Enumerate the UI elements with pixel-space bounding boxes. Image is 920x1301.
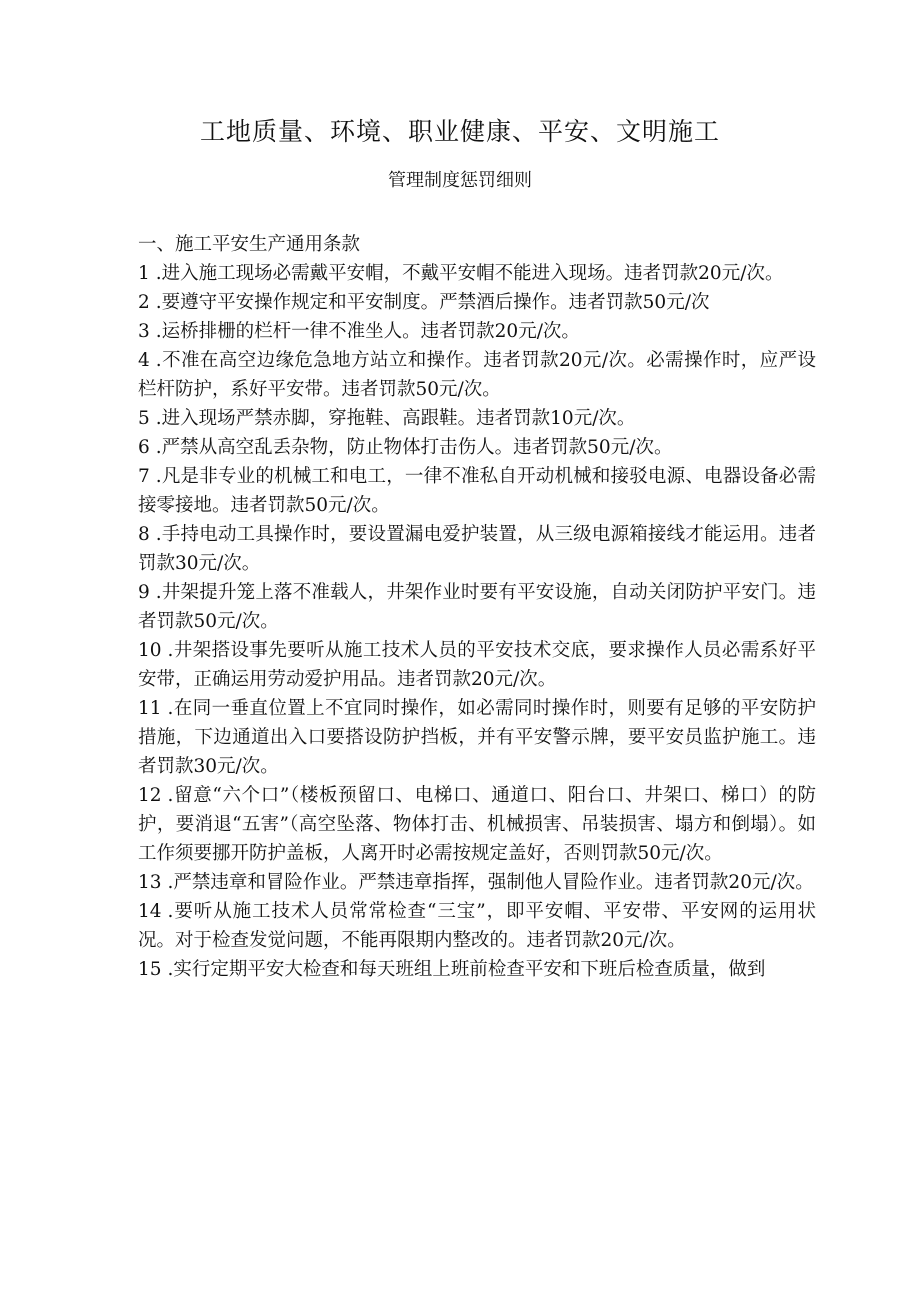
clause-item (138, 694, 816, 781)
clause-text: .在同一垂直位置上不宜同时操作，如必需同时操作时，则要有足够的平安防护措施，下边通道出入口要搭设防护挡板，并有平安警示牌，要平安员监护施工。违者罚款30元/次。 (138, 698, 816, 777)
clause-text: .井架搭设事先要听从施工技术人员的平安技术交底，要求操作人员必需系好平安带，正确运用劳动爱护用品。违者罚款20元/次。 (138, 640, 816, 690)
clause-number: 7 (138, 466, 150, 487)
clause-item (138, 346, 816, 404)
clause-number: 2 (138, 292, 150, 313)
clause-number: 9 (138, 582, 150, 603)
clause-text: .严禁从高空乱丢杂物，防止物体打击伤人。违者罚款50元/次。 (155, 437, 673, 458)
clause-text: .要听从施工技术人员常常检查“三宝”，即平安帽、平安带、平安网的运用状况。对于检查发觉问题，不能再限期内整改的。违者罚款20元/次。 (138, 901, 816, 951)
document-subtitle: 管理制度惩罚细则 (388, 170, 532, 191)
clause-item (138, 317, 816, 346)
clause-text: .进入现场严禁赤脚，穿拖鞋、高跟鞋。违者罚款10元/次。 (155, 408, 636, 429)
clause-item (138, 897, 816, 955)
clause-item (138, 404, 816, 433)
clause-text: .井架提升笼上落不准载人，井架作业时要有平安设施，自动关闭防护平安门。违者罚款50元/次。 (138, 582, 816, 632)
clause-number: 4 (138, 350, 150, 371)
clause-item (138, 636, 816, 694)
clause-text: .进入施工现场必需戴平安帽，不戴平安帽不能进入现场。违者罚款20元/次。 (155, 263, 784, 284)
clause-item (138, 781, 816, 868)
clause-number: 3 (138, 321, 150, 342)
clause-text: .运桥排栅的栏杆一律不准坐人。违者罚款20元/次。 (155, 321, 580, 342)
clause-text: .要遵守平安操作规定和平安制度。严禁酒后操作。违者罚款50元/次 (155, 292, 710, 313)
clause-number: 11 (138, 698, 162, 719)
section-heading: 一、施工平安生产通用条款 (138, 234, 361, 255)
clause-text: .凡是非专业的机械工和电工，一律不准私自开动机械和接驳电源、电器设备必需接零接地。违者罚款50元/次。 (138, 466, 816, 516)
clause-item (138, 462, 816, 520)
clause-text: .手持电动工具操作时，要设置漏电爱护装置，从三级电源箱接线才能运用。违者罚款30元/次。 (138, 524, 816, 574)
clause-number: 1 (138, 263, 150, 284)
clause-item (138, 578, 816, 636)
clause-number: 8 (138, 524, 150, 545)
clause-item (138, 520, 816, 578)
clause-number: 13 (138, 872, 162, 893)
clause-item (138, 433, 816, 462)
clause-number: 5 (138, 408, 150, 429)
clause-number: 6 (138, 437, 150, 458)
clause-item (138, 955, 816, 984)
clause-text: .严禁违章和冒险作业。严禁违章指挥，强制他人冒险作业。违者罚款20元/次。 (167, 872, 814, 893)
clause-item (138, 868, 816, 897)
clause-number: 12 (138, 785, 162, 806)
clause-number: 10 (138, 640, 162, 661)
clause-item (138, 259, 816, 288)
clause-text: .实行定期平安大检查和每天班组上班前检查平安和下班后检查质量，做到 (167, 959, 766, 980)
clause-list (138, 259, 816, 984)
clause-number: 14 (138, 901, 162, 922)
document-body (138, 230, 816, 984)
document-title: 工地质量、环境、职业健康、平安、文明施工 (199, 117, 720, 146)
clause-text: .不准在高空边缘危急地方站立和操作。违者罚款20元/次。必需操作时，应严设栏杆防护，系好平安带。违者罚款50元/次。 (138, 350, 816, 400)
clause-item (138, 288, 816, 317)
clause-number: 15 (138, 959, 162, 980)
clause-text: .留意“六个口”（楼板预留口、电梯口、通道口、阳台口、井架口、梯口）的防护，要消退“五害”（高空坠落、物体打击、机械损害、吊装损害、塌方和倒塌）。如工作须要挪开防护盖板，人离开时必需按规定盖好，否则罚款50元/次。 (138, 785, 816, 864)
